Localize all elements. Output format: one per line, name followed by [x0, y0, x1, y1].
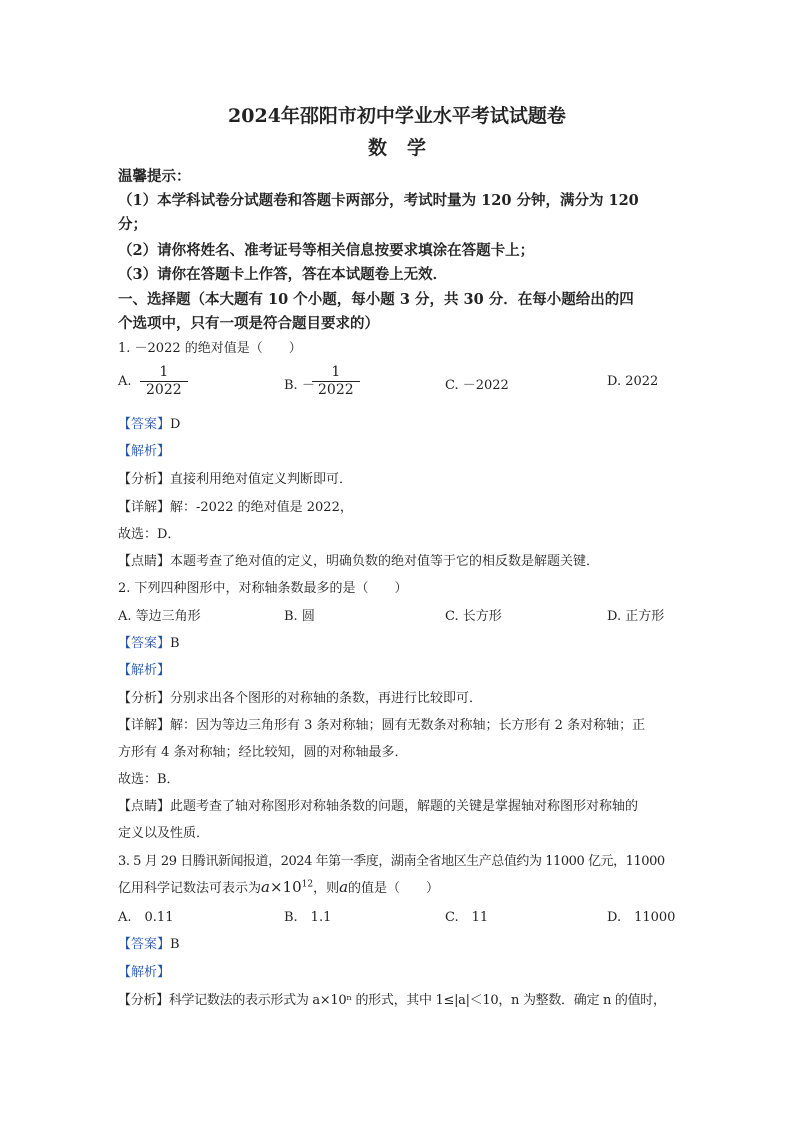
q3-var-a-2: a: [339, 878, 349, 896]
q2-answer: B: [170, 636, 180, 651]
q3-fenxi-line: [118, 989, 666, 1008]
section-heading-line2: 个选项中，只有一项是符合题目要求的）: [118, 315, 379, 332]
fenxi-tag: 【分析】: [118, 993, 169, 1008]
q2-xiangjie-line2: 方形有 4 条对称轴；经比较知，圆的对称轴最多．: [118, 745, 408, 760]
q3-option-d: D. 11000: [607, 910, 676, 925]
q2-option-d: D. 正方形: [607, 609, 665, 624]
q3-stem-text-c: 的值是（ ）: [348, 881, 440, 896]
notice-item-1: （1）本学科试卷分试题卷和答题卡两部分，考试时量为 120 分钟，满分为 120: [118, 192, 639, 209]
q3-stem-text-b: ，则: [313, 881, 340, 896]
q2-option-a: A. 等边三角形: [118, 609, 201, 624]
q3-answer: B: [170, 937, 180, 952]
notice-heading: 温馨提示：: [118, 168, 191, 185]
q1-option-b-denominator: 2022: [318, 382, 354, 398]
q3-fenxi: 科学记数法的表示形式为 a×10ⁿ 的形式，其中 1≤|a|＜10，n 为整数．确定 n 的值时，: [168, 993, 666, 1008]
q3-stem-line1: 3. 5 月 29 日腾讯新闻报道，2024 年第一季度，湖南全省地区生产总值约为 11000 亿元，11000: [118, 854, 665, 869]
q1-option-a-fraction: [140, 364, 188, 399]
dianjing-tag: 【点睛】: [118, 554, 171, 569]
q1-option-a-denominator: 2022: [146, 382, 182, 398]
q3-answer-line: [118, 933, 180, 952]
q1-answer: D: [170, 417, 181, 432]
q2-stem: 2. 下列四种图形中，对称轴条数最多的是（ ）: [118, 581, 408, 596]
q2-fenxi-line: [118, 687, 482, 706]
q2-xiangjie-1: 解：因为等边三角形有 3 条对称轴；圆有无数条对称轴；长方形有 2 条对称轴；正: [170, 718, 646, 733]
fenxi-tag: 【分析】: [118, 691, 171, 706]
q2-dianjing-line2: 定义以及性质．: [118, 826, 210, 841]
q3-var-a: a: [261, 878, 270, 896]
q2-xiangjie-line1: [118, 714, 645, 733]
q2-dianjing-1: 此题考查了轴对称图形对称轴条数的问题，解题的关键是掌握轴对称图形对称轴的: [170, 799, 639, 814]
q3-stem-line2: [118, 877, 439, 896]
q1-xiangjie: 解：-2022 的绝对值是 2022，: [170, 500, 353, 515]
exam-title: 2024年邵阳市初中学业水平考试试题卷: [228, 105, 566, 127]
q3-option-a: A. 0.11: [118, 910, 174, 925]
q1-jiexi-tag: 【解析】: [118, 444, 171, 459]
xiangjie-tag: 【详解】: [118, 500, 171, 515]
xiangjie-tag: 【详解】: [118, 718, 171, 733]
q3-jiexi-tag: 【解析】: [118, 965, 171, 980]
q3-option-c: C. 11: [445, 910, 489, 925]
q2-answer-line: [118, 632, 180, 651]
answer-tag: 【答案】: [118, 937, 171, 952]
q2-jiexi-tag: 【解析】: [118, 663, 171, 678]
q1-stem: 1. －2022 的绝对值是（ ）: [118, 341, 302, 356]
notice-item-3: （3）请你在答题卡上作答，答在本试题卷上无效．: [118, 266, 448, 283]
q2-dianjing-line1: [118, 795, 638, 814]
q1-option-b-numerator: 1: [331, 364, 341, 380]
fenxi-tag: 【分析】: [118, 472, 171, 487]
q1-option-a-label: A.: [118, 374, 132, 389]
q1-option-c: C. －2022: [445, 378, 509, 393]
notice-item-2: （2）请你将姓名、准考证号等相关信息按要求填涂在答题卡上；: [118, 242, 535, 259]
q3-option-b: B. 1.1: [284, 910, 332, 925]
q2-guxuan: 故选：B．: [118, 772, 180, 787]
q1-option-b-fraction: [312, 364, 360, 399]
q2-option-b: B. 圆: [284, 609, 315, 624]
q2-fenxi: 分别求出各个图形的对称轴的条数，再进行比较即可．: [170, 691, 483, 706]
q1-answer-line: [118, 413, 180, 432]
subject-title: 数学: [367, 137, 446, 159]
q3-times-ten: ×10: [269, 878, 302, 896]
q1-guxuan: 故选：D．: [118, 527, 181, 542]
q1-dianjing-line: [118, 550, 599, 569]
q3-exponent: 12: [301, 879, 314, 890]
q1-fenxi-line: [118, 468, 352, 487]
q1-dianjing: 本题考查了绝对值的定义，明确负数的绝对值等于它的相反数是解题关键．: [170, 554, 600, 569]
dianjing-tag: 【点睛】: [118, 799, 171, 814]
q1-option-a-numerator: 1: [159, 364, 169, 380]
q1-fenxi: 直接利用绝对值定义判断即可．: [170, 472, 353, 487]
answer-tag: 【答案】: [118, 636, 171, 651]
q1-option-d: D. 2022: [607, 374, 659, 389]
section-heading-line1: 一、选择题（本大题有 10 个小题，每小题 3 分，共 30 分．在每小题给出的四: [118, 291, 634, 308]
notice-item-1-cont: 分；: [118, 216, 147, 233]
q3-stem-text-a: 亿用科学记数法可表示为: [118, 881, 262, 896]
answer-tag: 【答案】: [118, 417, 171, 432]
q1-xiangjie-line: [118, 496, 353, 515]
q2-option-c: C. 长方形: [445, 609, 502, 624]
q1-option-b-label: B. －: [284, 378, 315, 393]
